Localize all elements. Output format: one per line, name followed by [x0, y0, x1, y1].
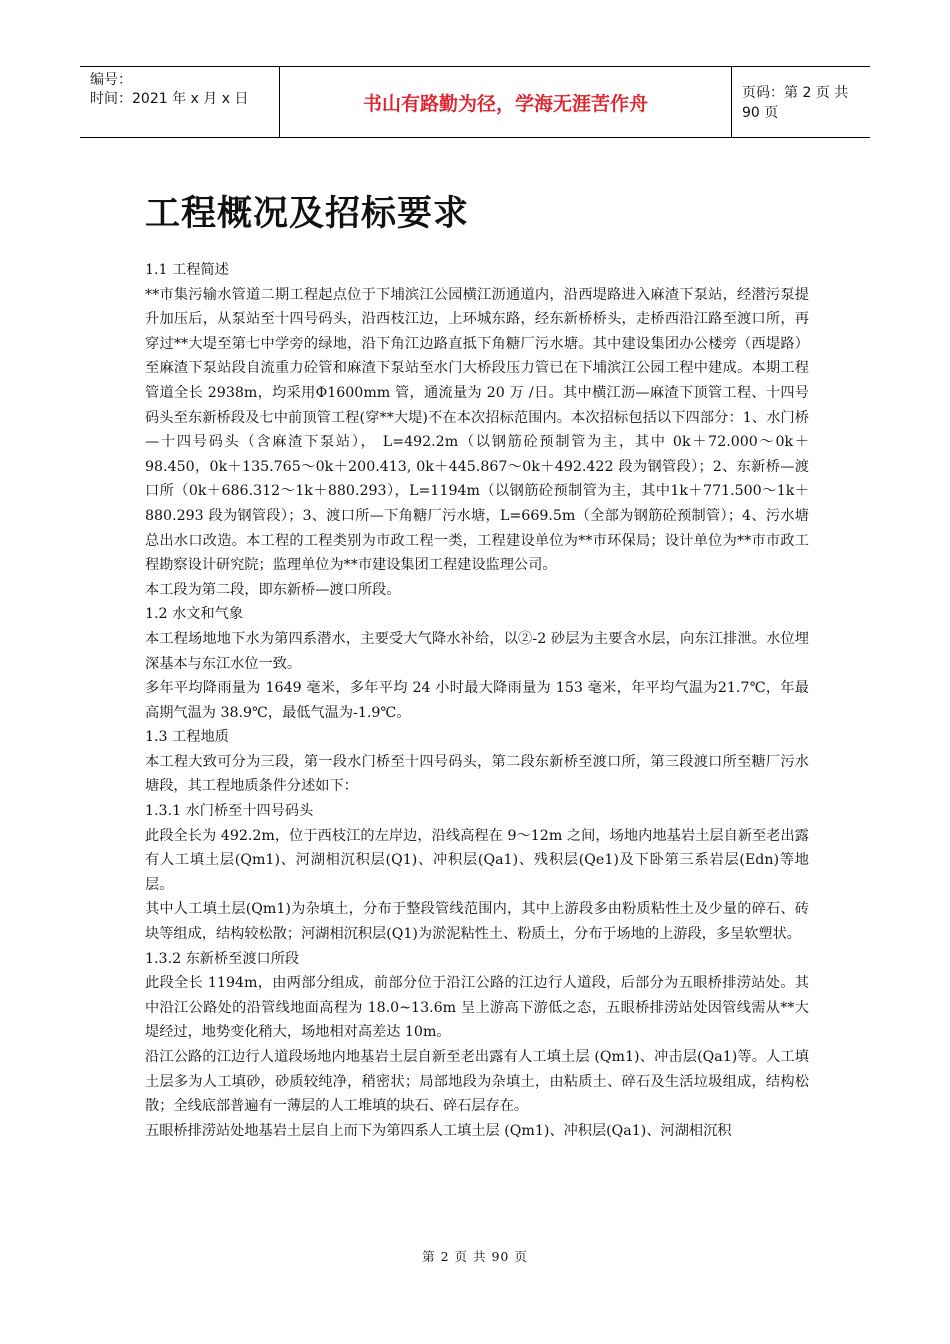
paragraph: 此段全长 1194m，由两部分组成，前部分位于沿江公路的江边行人道段，后部分为五眼桥排涝站处。其中沿江公路处的沿管线地面高程为 18.0~13.6m 呈上游高下游低之态，五眼桥排涝站处因管线需从**大堤经过，地势变化稍大，场地相对高差达 10m。 — [145, 975, 809, 1041]
section-heading-1-3: 1.3 工程地质 — [145, 729, 229, 746]
paragraph: 其中人工填土层(Qm1)为杂填土，分布于整段管线范围内，其中上游段多由粉质粘性土及少量的碎石、砖块等组成，结构较松散；河湖相沉积层(Q1)为淤泥粘性土、粉质土，分布于场地的上游段，多呈软塑状。 — [145, 901, 809, 943]
document-time-label: 时间：2021 年 x 月 x 日 — [90, 91, 249, 107]
section-heading-1-1: 1.1 工程简述 — [145, 262, 229, 278]
paragraph: 本工段为第二段，即东新桥—渡口所段。 — [145, 581, 401, 598]
document-number-label: 编号： — [90, 72, 132, 88]
paragraph: 五眼桥排涝站处地基岩土层自上而下为第四系人工填土层 (Qm1)、冲积层(Qa1)、河湖相沉积 — [145, 1122, 732, 1139]
paragraph: 沿江公路的江边行人道段场地内地基岩土层自新至老出露有人工填土层 (Qm1)、冲击层(Qa1)等。人工填土层多为人工填砂，砂质较纯净，稍密状；局部地段为杂填土，由粘质土、碎石及生活垃圾组成，结构松散；全线底部普遍有一薄层的人工堆填的块石、碎石层存在。 — [145, 1049, 809, 1115]
document-title: 工程概况及招标要求 — [145, 194, 470, 234]
header-meta — [80, 67, 280, 137]
section-heading-1-3-1: 1.3.1 水门桥至十四号码头 — [145, 803, 314, 820]
section-heading-1-3-2: 1.3.2 东新桥至渡口所段 — [145, 950, 300, 967]
paragraph: 此段全长为 492.2m，位于西枝江的左岸边，沿线高程在 9～12m 之间，场地内地基岩土层自新至老出露有人工填土层(Qm1)、河湖相沉积层(Q1)、冲积层(Qa1)、残积层(Qe1)及下卧第三系岩层(Edn)等地层。 — [145, 827, 809, 893]
header-page-info: 页码：第 2 页 共 90 页 — [742, 85, 849, 121]
paragraph: 本工程场地地下水为第四系潜水，主要受大气降水补给，以②-2 砂层为主要含水层，向东江排泄。水位埋深基本与东江水位一致。 — [145, 630, 809, 672]
paragraph: 本工程大致可分为三段，第一段水门桥至十四号码头，第二段东新桥至渡口所，第三段渡口所至糖厂污水塘段，其工程地质条件分述如下： — [145, 753, 809, 795]
page-footer: 第 2 页 共 90 页 — [422, 1249, 528, 1264]
header-slogan: 书山有路勤为径，学海无涯苦作舟 — [280, 67, 732, 137]
paragraph: **市集污输水管道二期工程起点位于下埔滨江公园横江沥通道内，沿西堤路进入麻渣下泵站，经潜污泵提升加压后，从泵站至十四号码头，沿西枝江边，上环城东路，经东新桥桥头，走桥西沿江路至渡口所，再穿过**大堤至第七中学旁的绿地，沿下角江边路直抵下角糖厂污水塘。其中建设集团办公楼旁（西堤路）至麻渣下泵站段自流重力砼管和麻渣下泵站至水门大桥段压力管已在下埔滨江公园工程中建成。本期工程管道全长 2938m，均采用Φ1600mm 管，通流量为 20 万 /日。其中横江沥—麻渣下顶管工程、十四号码头至东新桥段及七中前顶管工程(穿**大堤)不在本次招标范围内。本次招标包括以下四部分：1、水门桥—十四号码头（含麻渣下泵站）， L=492.2m（以钢筋砼预制管为主，其中 0k＋72.000～0k＋98.450，0k＋135.765～0k＋200.413, 0k＋445.867～0k＋492.422 段为钢管段）；2、东新桥—渡口所（0k＋686.312～1k＋880.293），L=1194m（以钢筋砼预制管为主，其中1k＋771.500～1k＋880.293 段为钢管段）；3、渡口所—下角糖厂污水塘，L=669.5m（全部为钢筋砼预制管）；4、污水塘总出水口改造。本工程的工程类别为市政工程一类，工程建设单位为**市环保局；设计单位为**市市政工程勘察设计研究院；监理单位为**市建设集团工程建设监理公司。 — [145, 286, 809, 574]
page-header — [80, 66, 870, 138]
section-heading-1-2: 1.2 水文和气象 — [145, 606, 244, 623]
paragraph: 多年平均降雨量为 1649 毫米，多年平均 24 小时最大降雨量为 153 毫米，年平均气温为21.7℃，年最高期气温为 38.9℃，最低气温为-1.9℃。 — [145, 680, 809, 721]
document-body — [145, 258, 809, 1143]
